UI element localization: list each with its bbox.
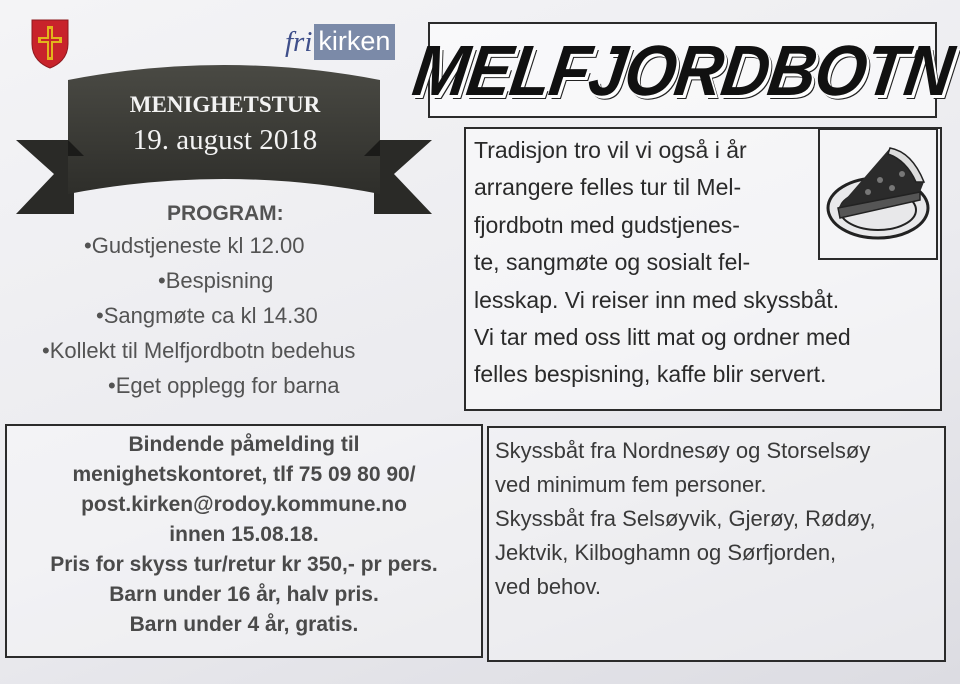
intro-line: Tradisjon tro vil vi også i år bbox=[474, 137, 747, 163]
boat-info-box bbox=[487, 426, 946, 662]
intro-line: felles bespisning, kaffe blir servert. bbox=[474, 361, 827, 388]
signup-price: Pris for skyss tur/retur kr 350,- pr pers. bbox=[50, 553, 438, 576]
program-list bbox=[30, 200, 430, 403]
intro-line: fjordbotn med gudstjenes- bbox=[474, 211, 740, 238]
program-item: •Sangmøte ca kl 14.30 bbox=[96, 303, 318, 328]
frikirken-brand bbox=[285, 16, 395, 60]
intro-line: te, sangmøte og sosialt fel- bbox=[474, 249, 751, 276]
signup-box bbox=[5, 424, 483, 658]
boat-line: ved behov. bbox=[495, 574, 602, 599]
signup-line: Bindende påmelding til bbox=[128, 433, 360, 456]
program-item: •Eget opplegg for barna bbox=[108, 373, 340, 398]
headline-box bbox=[407, 22, 958, 118]
boat-line: Jektvik, Kilboghamn og Sørfjorden, bbox=[495, 540, 837, 565]
boat-line: Skyssbåt fra Selsøyvik, Gjerøy, Rødøy, bbox=[495, 506, 876, 531]
signup-email: post.kirken@rodoy.kommune.no bbox=[81, 493, 407, 516]
brand-fri-text: fri bbox=[285, 26, 313, 58]
boat-line: ved minimum fem personer. bbox=[495, 472, 767, 497]
program-item: •Gudstjeneste kl 12.00 bbox=[84, 233, 305, 258]
program-heading: PROGRAM: bbox=[167, 202, 284, 225]
program-item: •Kollekt til Melfjordbotn bedehus bbox=[42, 338, 356, 363]
signup-line: innen 15.08.18. bbox=[169, 523, 319, 546]
intro-line: arrangere felles tur til Mel- bbox=[474, 174, 742, 201]
signup-line: Barn under 16 år, halv pris. bbox=[109, 583, 379, 606]
banner-date: 19. august 2018 bbox=[132, 124, 318, 156]
signup-line: Barn under 4 år, gratis. bbox=[129, 613, 359, 636]
brand-kirken-text: kirken bbox=[314, 24, 395, 60]
pie-icon bbox=[818, 128, 938, 260]
banner-title: MENIGHETSTUR bbox=[129, 92, 321, 117]
signup-line: menighetskontoret, tlf 75 09 80 90/ bbox=[72, 463, 416, 486]
church-logo-icon bbox=[30, 18, 70, 70]
program-item: •Bespisning bbox=[158, 268, 274, 293]
headline-title: MELFJORDBOTN bbox=[407, 30, 958, 110]
intro-line: Vi tar med oss litt mat og ordner med bbox=[474, 324, 851, 351]
boat-line: Skyssbåt fra Nordnesøy og Storselsøy bbox=[495, 438, 871, 463]
intro-line: lesskap. Vi reiser inn med skyssbåt. bbox=[474, 286, 840, 313]
